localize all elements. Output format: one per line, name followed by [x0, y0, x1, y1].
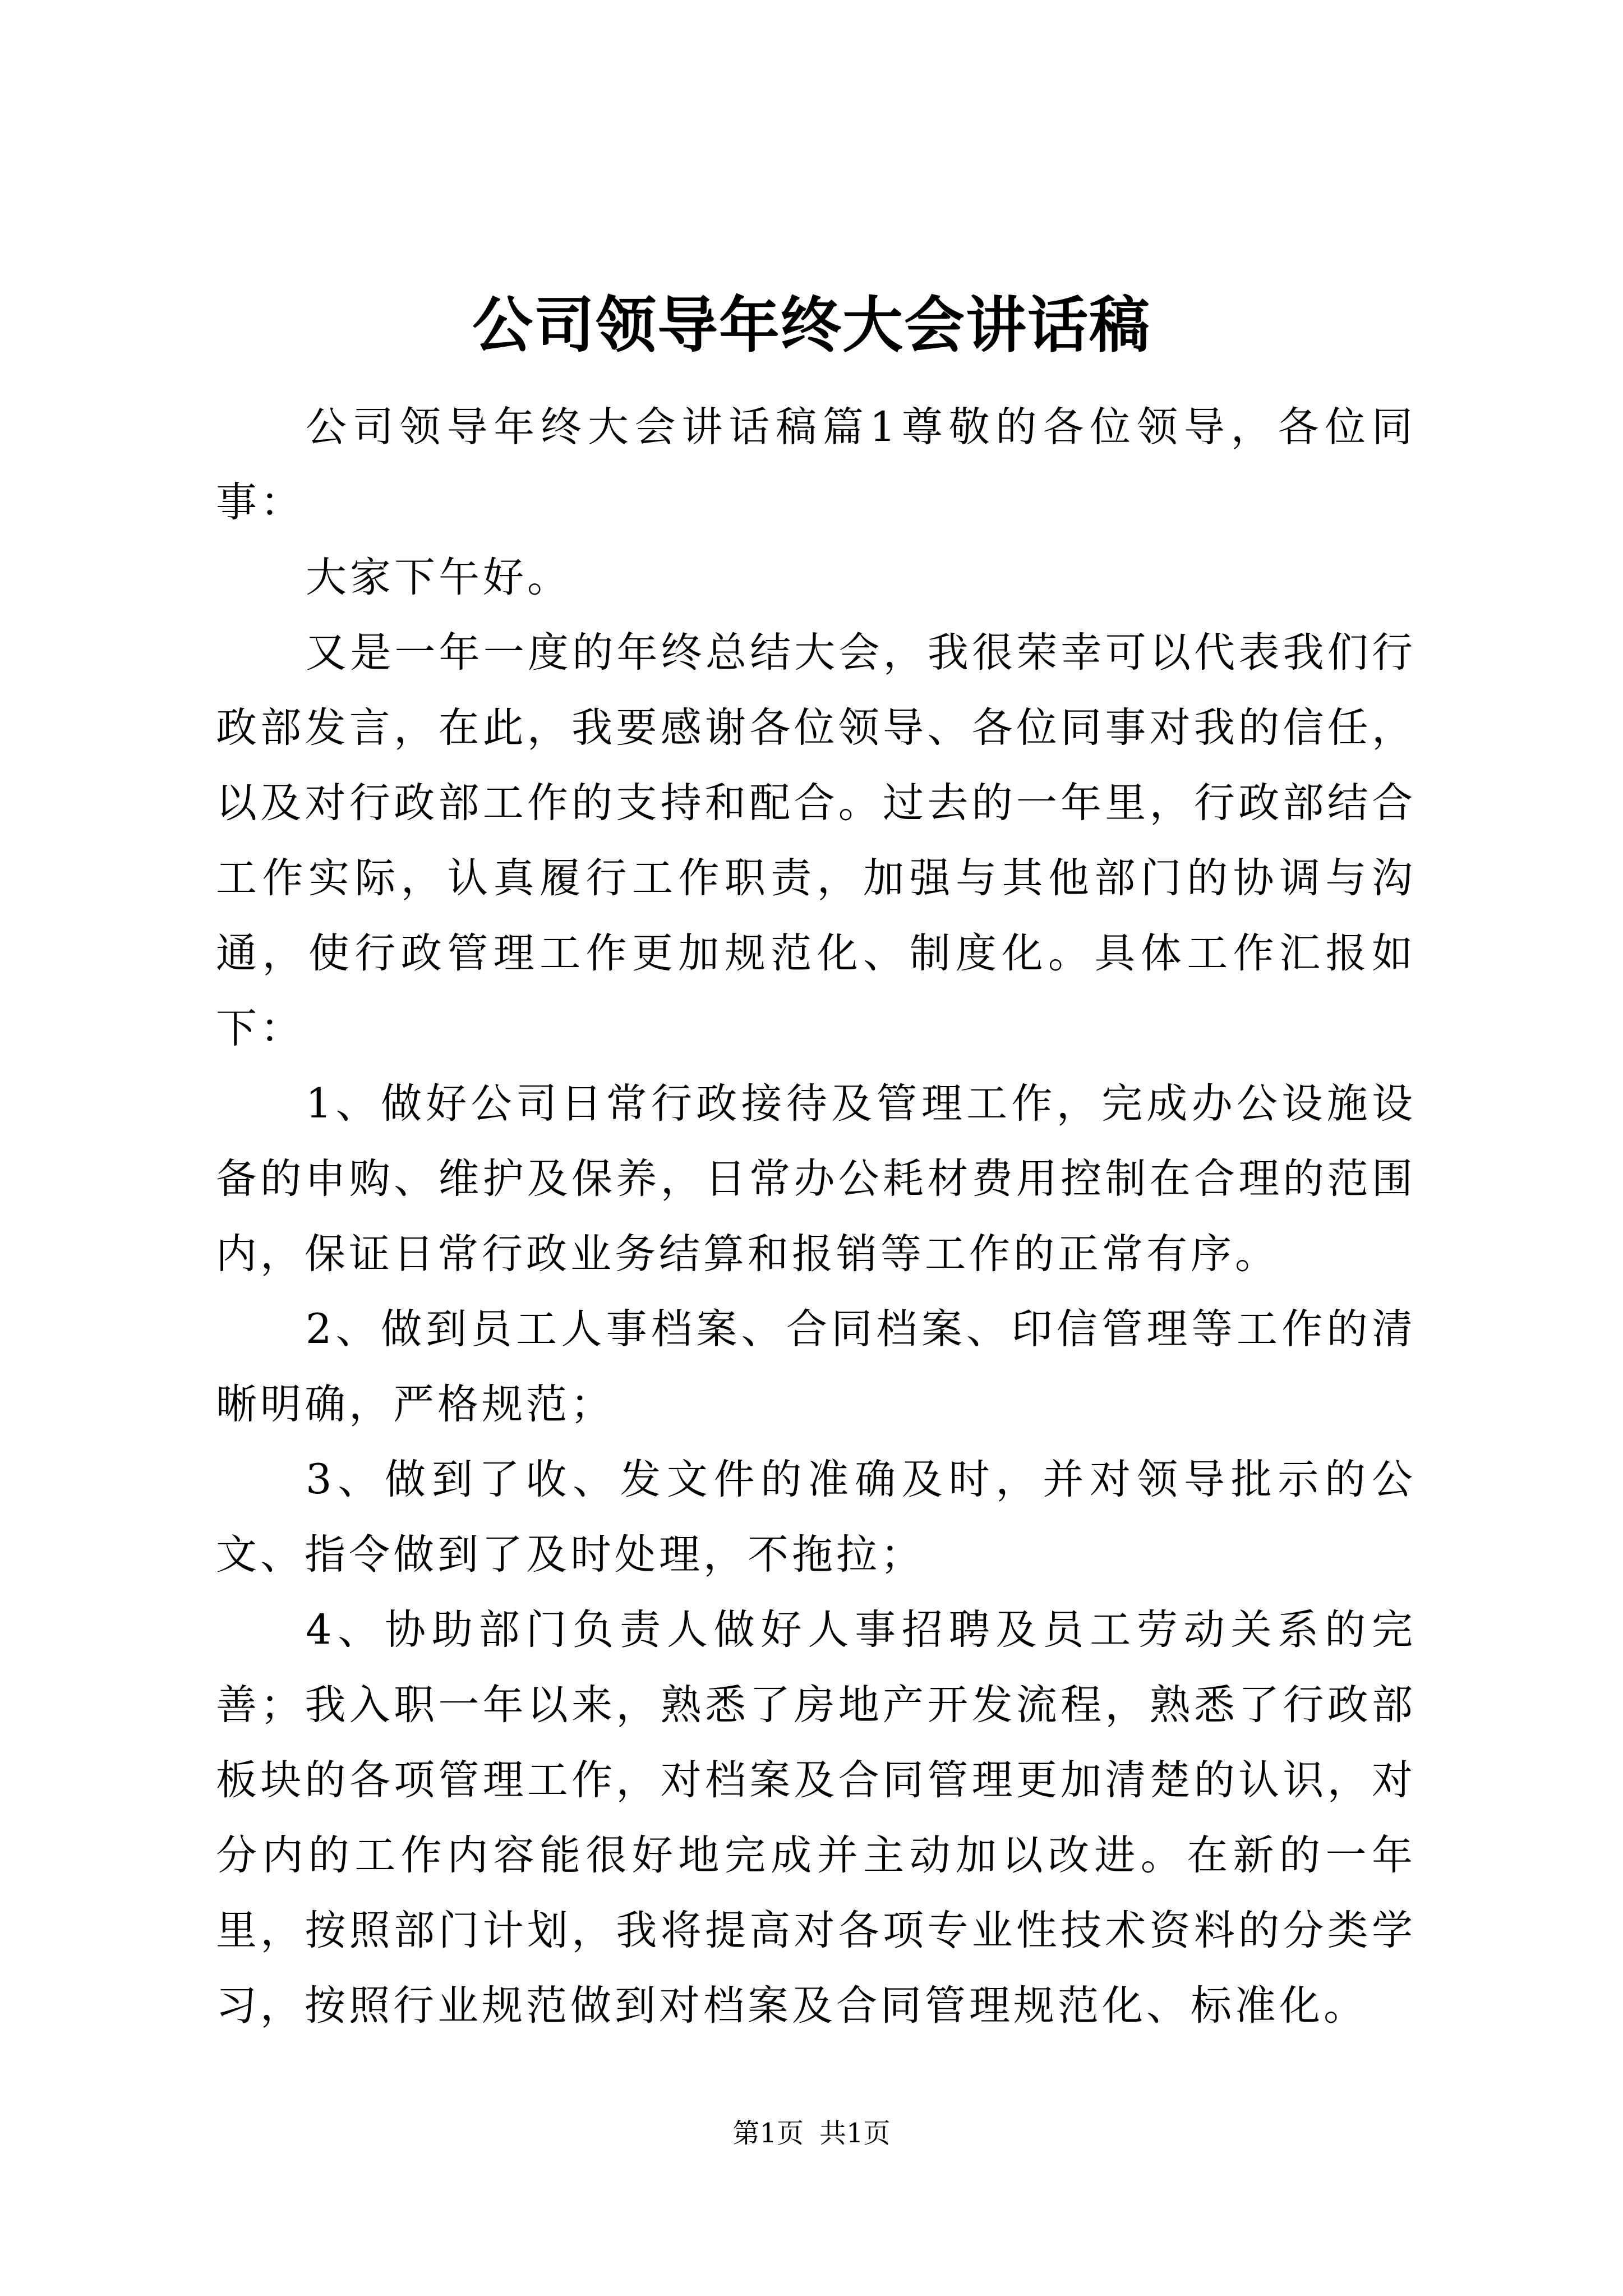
paragraph-item-2: 2、做到员工人事档案、合同档案、印信管理等工作的清晰明确，严格规范；	[216, 1305, 1416, 1428]
document-title: 公司领导年终大会讲话稿	[472, 290, 1151, 361]
page-number: 第1页	[732, 2118, 804, 2149]
document-body	[216, 390, 1416, 2044]
page-total: 共1页	[819, 2118, 891, 2149]
paragraph-intro: 又是一年一度的年终总结大会，我很荣幸可以代表我们行政部发言，在此，我要感谢各位领导、各位同事对我的信任，以及对行政部工作的支持和配合。过去的一年里，行政部结合工作实际，认真履行工作职责，加强与其他部门的协调与沟通，使行政管理工作更加规范化、制度化。具体工作汇报如下：	[216, 629, 1416, 1052]
paragraph-item-4: 4、协助部门负责人做好人事招聘及员工劳动关系的完善；我入职一年以来，熟悉了房地产开发流程，熟悉了行政部板块的各项管理工作，对档案及合同管理更加清楚的认识，对分内的工作内容能很好地完成并主动加以改进。在新的一年里，按照部门计划，我将提高对各项专业性技术资料的分类学习，按照行业规范做到对档案及合同管理规范化、标准化。	[216, 1606, 1416, 2030]
page-footer	[0, 2114, 1623, 2153]
paragraph-item-3: 3、做到了收、发文件的准确及时，并对领导批示的公文、指令做到了及时处理，不拖拉；	[216, 1456, 1416, 1579]
paragraph-item-1: 1、做好公司日常行政接待及管理工作，完成办公设施设备的申购、维护及保养，日常办公耗材费用控制在合理的范围内，保证日常行政业务结算和报销等工作的正常有序。	[216, 1080, 1416, 1278]
paragraph-salutation: 大家下午好。	[306, 554, 571, 601]
paragraph-greeting: 公司领导年终大会讲话稿篇1尊敬的各位领导，各位同事：	[216, 403, 1416, 526]
